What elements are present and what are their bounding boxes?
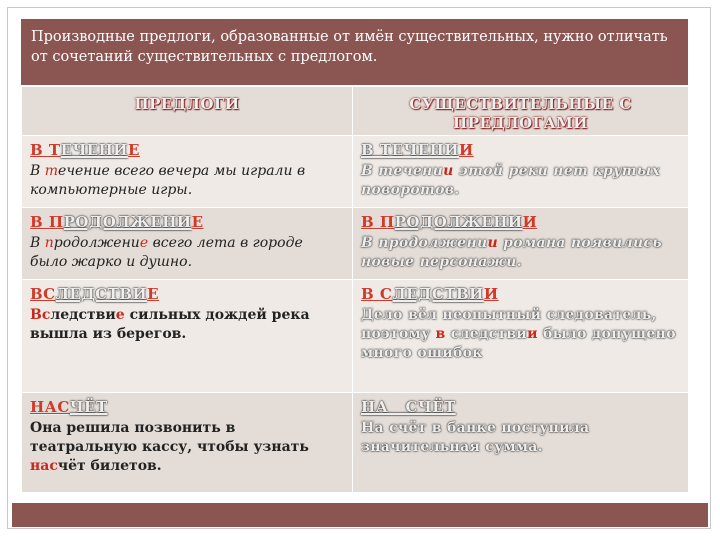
- table-row: [22, 136, 689, 208]
- noun-term: НА СЧЁТ: [361, 398, 456, 416]
- preposition-cell: [22, 393, 353, 493]
- preposition-term: НАСЧЁТ: [30, 398, 108, 416]
- noun-example: На счёт в банке поступила значительная сумма.: [361, 420, 590, 455]
- preposition-example: В течение всего вечера мы играли в компьютерные игры.: [30, 163, 306, 198]
- noun-example: Дело вёл неопытный следователь, поэтому в следствии было допущено много ошибок: [361, 307, 676, 361]
- table-row: [22, 208, 689, 280]
- bottom-bar: [12, 503, 708, 527]
- preposition-term: В ТЕЧЕНИЕ: [30, 141, 140, 159]
- table-row: [22, 280, 689, 393]
- preposition-term: В ПРОДОЛЖЕНИЕ: [30, 213, 204, 231]
- noun-cell: [353, 136, 689, 208]
- noun-cell: [353, 393, 689, 493]
- noun-term: В ТЕЧЕНИИ: [361, 141, 474, 159]
- noun-cell: [353, 280, 689, 393]
- noun-term: В СЛЕДСТВИИ: [361, 285, 499, 303]
- preposition-cell: [22, 136, 353, 208]
- noun-term: В ПРОДОЛЖЕНИИ: [361, 213, 538, 231]
- preposition-cell: [22, 208, 353, 280]
- preposition-term: ВСЛЕДСТВИЕ: [30, 285, 160, 303]
- noun-example: В течении этой реки нет крутых поворотов.: [361, 163, 661, 198]
- column-header-nouns: СУЩЕСТВИТЕЛЬНЫЕ С ПРЕДЛОГАМИ: [353, 87, 689, 136]
- table-header-row: [22, 87, 689, 136]
- preposition-cell: [22, 280, 353, 393]
- preposition-example: Вследствие сильных дождей река вышла из берегов.: [30, 307, 310, 342]
- slide-header: [21, 19, 688, 85]
- preposition-example: В продолжение всего лета в городе было жарко и душно.: [30, 235, 303, 270]
- header-title: Производные предлоги, образованные от имён существительных, нужно отличать от сочетаний существительных с предлогом.: [31, 29, 668, 65]
- noun-example: В продолжении романа появились новые персонажи.: [361, 235, 662, 270]
- column-header-prepositions: ПРЕДЛОГИ: [22, 87, 353, 136]
- comparison-table: [21, 86, 689, 493]
- noun-cell: [353, 208, 689, 280]
- preposition-example: Она решила позвонить в театральную кассу, чтобы узнать насчёт билетов.: [30, 420, 309, 474]
- table-row: [22, 393, 689, 493]
